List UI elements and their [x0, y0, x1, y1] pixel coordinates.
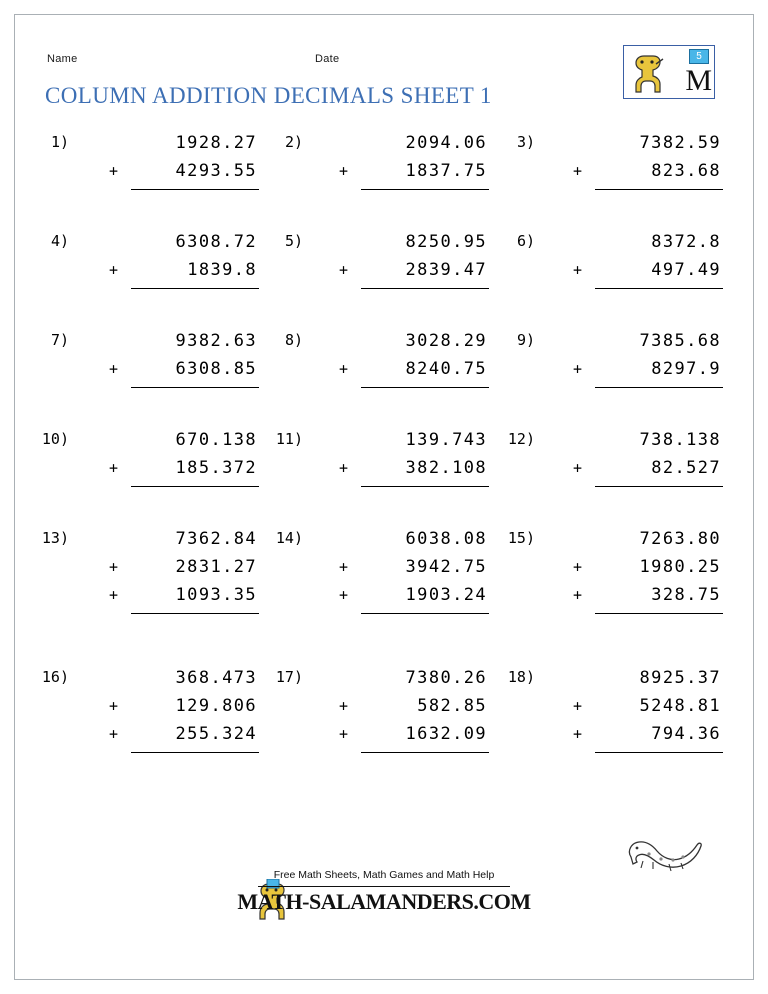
plus-operator: + [573, 697, 583, 715]
plus-operator: + [573, 459, 583, 477]
addend: 8925.37 [639, 668, 721, 688]
addend: 1928.27 [175, 133, 257, 153]
answer-rule [131, 189, 259, 190]
answer-rule [131, 288, 259, 289]
plus-operator: + [573, 360, 583, 378]
problem-number: 8) [284, 331, 303, 349]
plus-operator: + [573, 261, 583, 279]
plus-operator: + [339, 360, 349, 378]
answer-rule [361, 613, 489, 614]
addend: 2839.47 [405, 260, 487, 280]
answer-rule [131, 752, 259, 753]
addend: 7382.59 [639, 133, 721, 153]
plus-operator: + [339, 558, 349, 576]
answer-rule [131, 387, 259, 388]
problem-7 [15, 331, 261, 388]
problem-number: 2) [284, 133, 303, 151]
salamanders-m-icon: M [685, 64, 710, 97]
addend: 2094.06 [405, 133, 487, 153]
addend: 1093.35 [175, 585, 257, 605]
answer-rule [595, 288, 723, 289]
plus-operator: + [109, 586, 119, 604]
plus-operator: + [109, 697, 119, 715]
addend: 6038.08 [405, 529, 487, 549]
plus-operator: + [109, 558, 119, 576]
problem-number: 18) [507, 668, 535, 686]
addend: 6308.85 [175, 359, 257, 379]
problem-number: 5) [284, 232, 303, 250]
addend: 255.324 [175, 724, 257, 744]
problem-12 [491, 430, 745, 487]
answer-rule [131, 613, 259, 614]
problem-number: 9) [516, 331, 535, 349]
plus-operator: + [109, 162, 119, 180]
page-title: COLUMN ADDITION DECIMALS SHEET 1 [45, 83, 492, 108]
salamander-logo-icon [630, 50, 666, 96]
addend: 368.473 [175, 668, 257, 688]
addend: 382.108 [405, 458, 487, 478]
problem-number: 14) [275, 529, 303, 547]
problem-5 [261, 232, 491, 289]
plus-operator: + [339, 162, 349, 180]
addend: 8240.75 [405, 359, 487, 379]
problem-row [15, 133, 753, 190]
problem-10 [15, 430, 261, 487]
addend: 1837.75 [405, 161, 487, 181]
answer-rule [361, 189, 489, 190]
problem-17 [261, 668, 491, 753]
problem-number: 6) [516, 232, 535, 250]
plus-operator: + [109, 261, 119, 279]
problem-3 [491, 133, 745, 190]
level-badge [623, 45, 715, 99]
addend: 1903.24 [405, 585, 487, 605]
addend: 328.75 [651, 585, 721, 605]
addend: 794.36 [651, 724, 721, 744]
gecko-decoration-icon [613, 831, 705, 887]
problem-1 [15, 133, 261, 190]
problem-number: 12) [507, 430, 535, 448]
addend: 7263.80 [639, 529, 721, 549]
answer-rule [361, 288, 489, 289]
addend: 129.806 [175, 696, 257, 716]
problem-row [15, 668, 753, 753]
problem-4 [15, 232, 261, 289]
addend: 9382.63 [175, 331, 257, 351]
addend: 1839.8 [187, 260, 257, 280]
addend: 823.68 [651, 161, 721, 181]
name-label: Name [47, 53, 78, 65]
addend: 7362.84 [175, 529, 257, 549]
addend: 3028.29 [405, 331, 487, 351]
problem-15 [491, 529, 745, 614]
answer-rule [595, 486, 723, 487]
plus-operator: + [339, 459, 349, 477]
problem-row [15, 430, 753, 487]
plus-operator: + [573, 558, 583, 576]
problem-18 [491, 668, 745, 753]
addend: 8250.95 [405, 232, 487, 252]
addend: 1980.25 [639, 557, 721, 577]
problem-row [15, 529, 753, 614]
plus-operator: + [339, 725, 349, 743]
plus-operator: + [339, 697, 349, 715]
worksheet-page [14, 14, 754, 980]
addend: 8372.8 [651, 232, 721, 252]
answer-rule [595, 387, 723, 388]
addend: 497.49 [651, 260, 721, 280]
problem-6 [491, 232, 745, 289]
addend: 738.138 [639, 430, 721, 450]
problem-16 [15, 668, 261, 753]
page-footer [15, 857, 753, 967]
addend: 582.85 [417, 696, 487, 716]
addend: 3942.75 [405, 557, 487, 577]
addend: 7385.68 [639, 331, 721, 351]
addend: 5248.81 [639, 696, 721, 716]
plus-operator: + [339, 586, 349, 604]
answer-rule [361, 387, 489, 388]
problem-number: 11) [275, 430, 303, 448]
problem-11 [261, 430, 491, 487]
badge-level-number: 5 [689, 49, 709, 64]
addend: 7380.26 [405, 668, 487, 688]
footer-brand[interactable]: MATH-SALAMANDERS.COM [237, 889, 531, 914]
answer-rule [361, 486, 489, 487]
addend: 4293.55 [175, 161, 257, 181]
plus-operator: + [573, 162, 583, 180]
problem-13 [15, 529, 261, 614]
problem-number: 4) [50, 232, 69, 250]
addend: 82.527 [651, 458, 721, 478]
problem-number: 17) [275, 668, 303, 686]
addend: 2831.27 [175, 557, 257, 577]
answer-rule [595, 189, 723, 190]
problem-number: 7) [50, 331, 69, 349]
footer-divider [258, 886, 510, 887]
addend: 185.372 [175, 458, 257, 478]
plus-operator: + [109, 725, 119, 743]
problem-grid [15, 133, 753, 795]
addend: 670.138 [175, 430, 257, 450]
footer-tagline: Free Math Sheets, Math Games and Math Help [273, 869, 495, 881]
problem-number: 1) [50, 133, 69, 151]
addend: 139.743 [405, 430, 487, 450]
problem-14 [261, 529, 491, 614]
addend: 6308.72 [175, 232, 257, 252]
problem-number: 13) [41, 529, 69, 547]
problem-number: 16) [41, 668, 69, 686]
problem-2 [261, 133, 491, 190]
problem-number: 15) [507, 529, 535, 547]
answer-rule [595, 613, 723, 614]
date-label: Date [315, 53, 340, 65]
problem-row [15, 331, 753, 388]
plus-operator: + [573, 586, 583, 604]
answer-rule [131, 486, 259, 487]
addend: 8297.9 [651, 359, 721, 379]
problem-8 [261, 331, 491, 388]
problem-row [15, 232, 753, 289]
addend: 1632.09 [405, 724, 487, 744]
problem-number: 10) [41, 430, 69, 448]
problem-9 [491, 331, 745, 388]
plus-operator: + [573, 725, 583, 743]
answer-rule [595, 752, 723, 753]
plus-operator: + [339, 261, 349, 279]
answer-rule [361, 752, 489, 753]
problem-number: 3) [516, 133, 535, 151]
plus-operator: + [109, 360, 119, 378]
plus-operator: + [109, 459, 119, 477]
